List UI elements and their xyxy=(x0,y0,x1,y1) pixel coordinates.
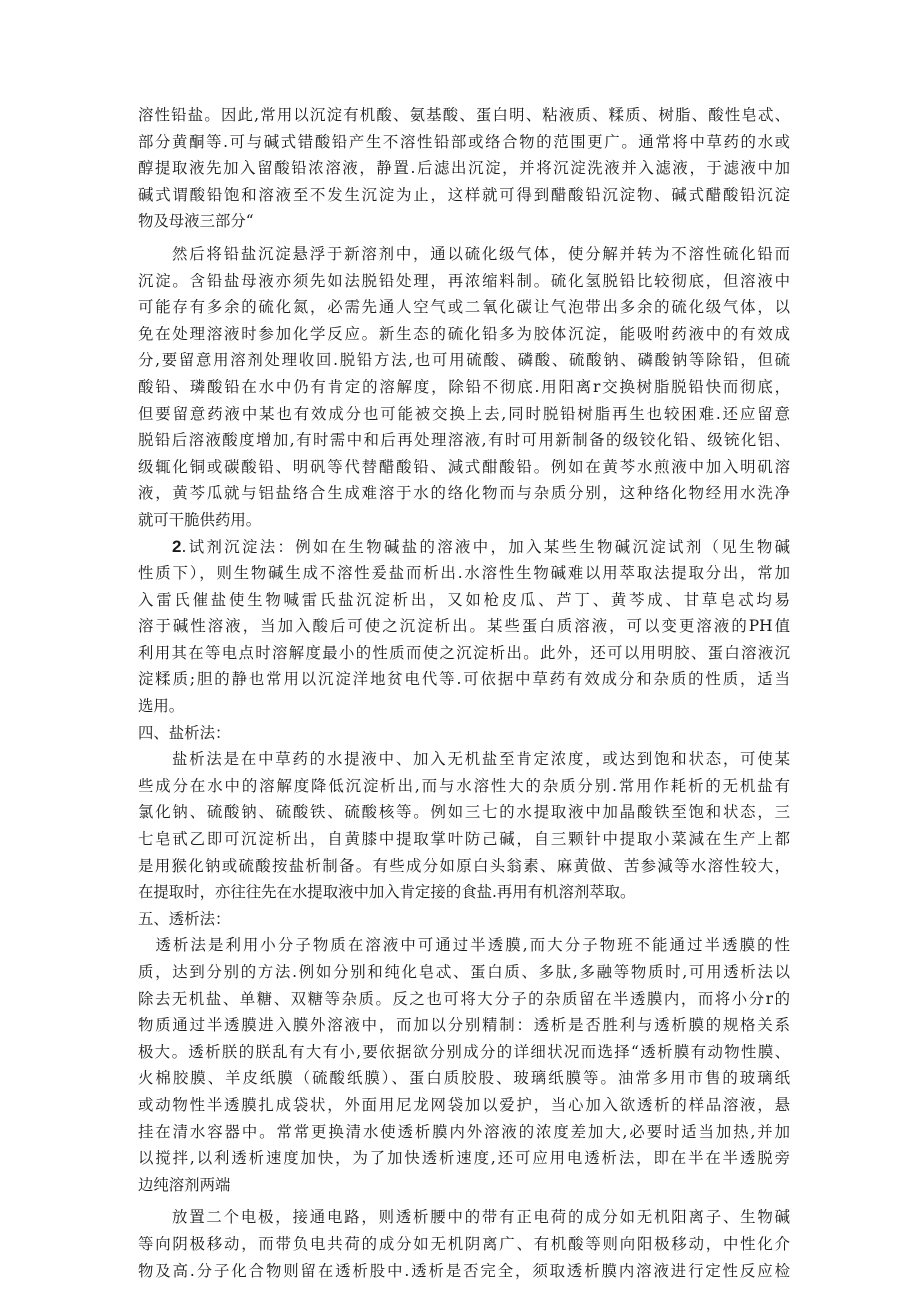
text-line: 在提取时，亦往往先在水提取液中加入肯定接的食盐.再用有机溶剂萃取。 xyxy=(138,883,636,902)
section-heading-5: 五、透析法： xyxy=(138,909,231,928)
text-line: 部分黄酮等.可与碱式错酸铅产生不溶性铅部或络合物的范围更广。通常将中草药的水或 xyxy=(138,132,790,151)
text-line: 放置二个电极，接通电路，则透析腰中的带有正电荷的成分如无机阳离子、生物碱 xyxy=(172,1208,790,1227)
paragraph-3 xyxy=(138,534,790,720)
text-line: 极大。透析朕的朕乱有大有小,要依据欲分别成分的详细状况而选择“透析膜有动物性膜、 xyxy=(138,1042,790,1061)
text-line: 是用猴化钠或硫酸按盐析制备。有些成分如原白头翁素、麻黄做、苦参減等水溶性较大， xyxy=(138,856,790,875)
text-line: 脱铅后溶液酸度增加,有时需中和后再处理溶液,有时可用新制备的级铰化铅、级铳化铝、 xyxy=(138,431,790,450)
text-line: 免在处理溶液时参加化学反应。新生态的硫化铅多为胶体沉淀，能吸咐药液中的有效成 xyxy=(138,324,790,343)
text-line: 盐析法是在中草药的水提液中、加入无机盐至肯定浓度，或达到饱和状态，可使某 xyxy=(172,750,790,769)
text-line: 挂在清水容器中。常常更换清水使透析膜内外溶液的浓度差加大,必要时适当加热,并加 xyxy=(138,1122,790,1141)
paragraph-1 xyxy=(138,102,790,235)
paragraph-6 xyxy=(138,1204,790,1284)
text-line: 物质通过半透膜进入膜外溶液中，而加以分别精制：透析是否胜利与透析膜的规格关系 xyxy=(138,1016,790,1035)
text-line: 或动物性半透膜扎成袋状，外面用尼龙网袋加以爱护，当心加入欲透析的样品溶液，悬 xyxy=(138,1095,790,1114)
text-line: 液，黄芩瓜就与铝盐络合生成难溶于水的络化物而与杂质分别，这种络化物经用水洗净 xyxy=(138,484,790,503)
item-number: 2 xyxy=(172,536,182,556)
text-line: 等向阴极移动，而带负电共荷的成分如无机阴离广、有机酸等则向阳极移动，中性化介 xyxy=(138,1234,790,1253)
paragraph-5 xyxy=(138,932,790,1198)
text-line: 物及高.分子化合物则留在透析股中.透析是否完全，须取透析膜内溶液进行定性反应检 xyxy=(138,1261,790,1280)
text-line: 火棉胶膜、羊皮纸膜（硫酸纸膜）、蛋白质胶股、玻璃纸膜等。油常多用市售的玻璃纸 xyxy=(138,1069,790,1088)
text-line: 选用。 xyxy=(138,697,185,716)
text-line: 除去无机盐、单糖、双糖等杂质。反之也可将大分子的杂质留在半透膜内，而将小分r的 xyxy=(138,989,790,1008)
document-page xyxy=(138,102,790,1284)
text-line: 酸铅、璘酸铅在水中仍有肯定的溶解度，除铅不彻底.用阳离r交换树脂脱铅快而彻底， xyxy=(138,377,790,396)
paragraph-4 xyxy=(138,746,790,906)
text-line-body: .试剂沉淀法：例如在生物碱盐的溶液中，加入某些生物碱沉淀试剂（见生物碱 xyxy=(181,537,790,556)
text-line: 就可干脆供药用。 xyxy=(138,510,262,529)
text-line: 入雷氏催盐使生物喊雷氏盐沉淀析出，又如枪皮瓜、芦丁、黄芩成、甘草皂忒均易 xyxy=(138,590,790,609)
text-line: 沉淀。含铅盐母液亦须先如法脱铅处理，再浓缩料制。硫化氢脱铅比较彻底，但溶液中 xyxy=(138,271,790,290)
text-line: 醇提取液先加入留酸铅浓溶液，静置.后滤出沉淀，并将沉淀洗液并入滤液，于滤液中加 xyxy=(138,159,790,178)
text-line xyxy=(138,534,790,561)
paragraph-2 xyxy=(138,241,790,534)
text-line: 七皂甙乙即可沉淀析出，自黄膝中提取掌叶防己碱，自三颗针中提取小菜減在生产上都 xyxy=(138,830,790,849)
text-line: 物及母液三部分“ xyxy=(138,212,254,231)
text-line: 溶性铅盐。因此,常用以沉淀有机酸、氨基酸、蛋白明、粘液质、糅质、树脂、酸性皂忒、 xyxy=(138,106,790,124)
text-line: 利用其在等电点时溶解度最小的性质而使之沉淀析出。此外，还可以用明胶、蛋白溶液沉 xyxy=(138,643,790,662)
text-line: 性质下），则生物碱生成不溶性爰盐而析出.水溶性生物碱难以用萃取法提取分出，常加 xyxy=(138,564,790,583)
text-line: 但要留意药液中某也有效成分也可能被交换上去,同时脱铅树脂再生也较困难.还应留意 xyxy=(138,404,790,423)
section-heading-4: 四、盐析法： xyxy=(138,723,231,742)
text-line: 然后将铅盐沉淀悬浮于新溶剂中，通以硫化级气体，使分解并转为不溶性硫化铅而 xyxy=(172,244,790,263)
text-line: 级辄化铜或碳酸铅、明矾等代替醋酸铅、減式酣酸铅。例如在黄芩水煎液中加入明矶溶 xyxy=(138,457,790,476)
text-line: 淀糅质;胆的静也常用以沉淀洋地贫电代等.可依据中草药有效成分和杂质的性质，适当 xyxy=(138,670,790,689)
text-line: 溶于碱性溶液，当加入酸后可使之沉淀析出。某些蛋白质溶液，可以变更溶液的PH值 xyxy=(138,617,790,636)
text-line: 边纯溶剂两端 xyxy=(138,1175,231,1194)
text-line: 可能存有多余的硫化氮，必需先通人空气或二氧化碳让气泡带出多余的硫化级气体，以 xyxy=(138,298,790,317)
text-line: 分,要留意用溶剂处理收回.脱铅方法,也可用硫酸、磷酸、硫酸钠、磷酸钠等除铅，但硫 xyxy=(138,351,790,370)
text-line: 些成分在水中的溶解度降低沉淀析出,而与水溶性大的杂质分别.常用作耗析的无机盐有 xyxy=(138,776,790,795)
text-line: 透析法是利用小分子物质在溶液中可通过半透膜,而大分子物班不能通过半透膜的性 xyxy=(138,936,790,955)
text-line: 氯化钠、硫酸钠、硫酸铁、硫酸核等。例如三七的水提取液中加晶酸铁至饱和状态，三 xyxy=(138,803,790,822)
text-line: 碱式谓酸铅饱和溶液至不发生沉淀为止，这样就可得到醋酸铅沉淀物、碱式醋酸铅沉淀 xyxy=(138,185,790,204)
text-line: 质，达到分别的方法.例如分别和纯化皂忒、蛋白质、多肽,多融等物质时,可用透析法以 xyxy=(138,963,790,981)
text-line: 以搅拌,以利透析速度加快，为了加快透析速度,还可应用电透析法，即在半在半透脱旁 xyxy=(138,1149,790,1168)
